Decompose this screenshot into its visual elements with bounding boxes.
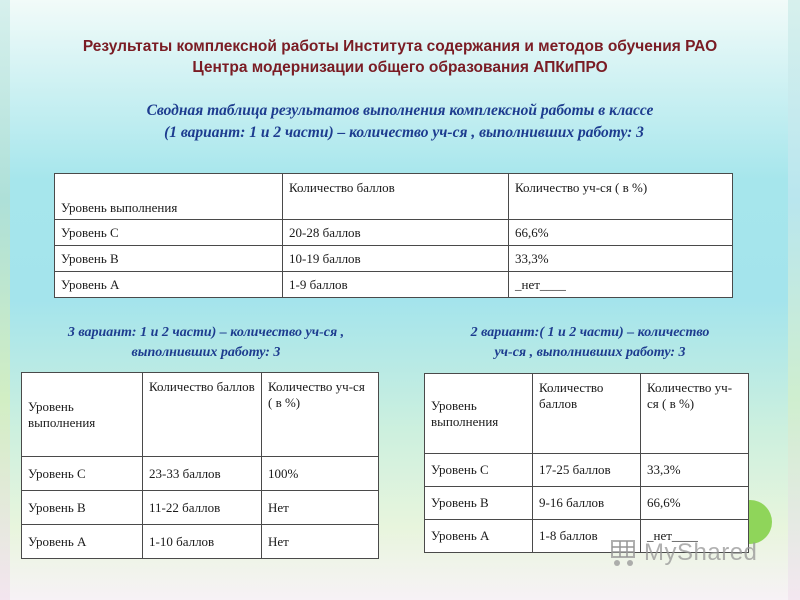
variant3-table xyxy=(21,372,379,559)
cell-level: Уровень В xyxy=(425,487,533,520)
table-row xyxy=(55,220,733,246)
table-row xyxy=(22,491,379,525)
cell-points: 1-9 баллов xyxy=(283,272,509,298)
title-line-2: Центра модернизации общего образования АПКиПРО xyxy=(192,59,608,76)
cell-level: Уровень С xyxy=(425,454,533,487)
watermark xyxy=(610,536,770,572)
cell-points: 1-8 баллов xyxy=(533,520,641,553)
cell-points: 20-28 баллов xyxy=(283,220,509,246)
table-row xyxy=(55,272,733,298)
table-row xyxy=(22,525,379,559)
cell-level: Уровень А xyxy=(55,272,283,298)
variant3-caption-line-1: 3 вариант: 1 и 2 части) – количество уч-ся , xyxy=(67,325,345,340)
header-points: Количество баллов xyxy=(143,373,262,457)
watermark-text: MyShared xyxy=(644,539,758,566)
cell-level: Уровень В xyxy=(55,246,283,272)
table-row xyxy=(425,487,749,520)
cell-students: _нет____ xyxy=(509,272,733,298)
cell-points: 1-10 баллов xyxy=(143,525,262,559)
variant1-table xyxy=(54,173,733,298)
table-header-row xyxy=(22,373,379,457)
header-students: Количество уч-ся ( в %) xyxy=(641,374,749,454)
subtitle-line-2: (1 вариант: 1 и 2 части) – количество уч-ся , выполнивших работу: 3 xyxy=(164,124,644,141)
cell-level: Уровень А xyxy=(22,525,143,559)
cell-points: 11-22 баллов xyxy=(143,491,262,525)
variant3-caption-line-2: выполнивших работу: 3 xyxy=(131,345,281,360)
cell-points: 9-16 баллов xyxy=(533,487,641,520)
header-level: Уровень выполнения xyxy=(425,374,533,454)
cell-students: 33,3% xyxy=(641,454,749,487)
left-decor-bar xyxy=(0,0,10,600)
cell-level: Уровень С xyxy=(55,220,283,246)
cell-level: Уровень В xyxy=(22,491,143,525)
right-decor-bar xyxy=(788,0,800,600)
page-title xyxy=(0,36,800,78)
cell-level: Уровень С xyxy=(22,457,143,491)
header-level: Уровень выполнения xyxy=(55,174,283,220)
variant2-caption-line-1: 2 вариант:( 1 и 2 части) – количество xyxy=(470,325,710,340)
header-points: Количество баллов xyxy=(533,374,641,454)
header-level: Уровень выполнения xyxy=(22,373,143,457)
cell-students: 100% xyxy=(262,457,379,491)
variant2-table xyxy=(424,373,749,553)
cell-students: 66,6% xyxy=(509,220,733,246)
cart-icon xyxy=(610,538,636,568)
header-points: Количество баллов xyxy=(283,174,509,220)
table-row xyxy=(425,454,749,487)
cell-students: 66,6% xyxy=(641,487,749,520)
header-students: Количество уч-ся ( в %) xyxy=(509,174,733,220)
cell-students: Нет xyxy=(262,525,379,559)
table-header-row xyxy=(55,174,733,220)
cell-students: 33,3% xyxy=(509,246,733,272)
table-row xyxy=(55,246,733,272)
cell-level: Уровень А xyxy=(425,520,533,553)
variant2-caption-line-2: уч-ся , выполнивших работу: 3 xyxy=(494,345,686,360)
table-header-row xyxy=(425,374,749,454)
cell-points: 17-25 баллов xyxy=(533,454,641,487)
summary-subtitle xyxy=(0,100,800,144)
header-students: Количество уч-ся ( в %) xyxy=(262,373,379,457)
variant2-caption xyxy=(410,323,770,363)
cell-points: 23-33 баллов xyxy=(143,457,262,491)
cell-points: 10-19 баллов xyxy=(283,246,509,272)
table-row xyxy=(22,457,379,491)
cell-students: _нет____ xyxy=(641,520,749,553)
subtitle-line-1: Сводная таблица результатов выполнения комплексной работы в классе xyxy=(146,102,654,119)
title-line-1: Результаты комплексной работы Института содержания и методов обучения РАО xyxy=(82,38,718,55)
variant3-caption xyxy=(14,323,398,363)
cell-students: Нет xyxy=(262,491,379,525)
